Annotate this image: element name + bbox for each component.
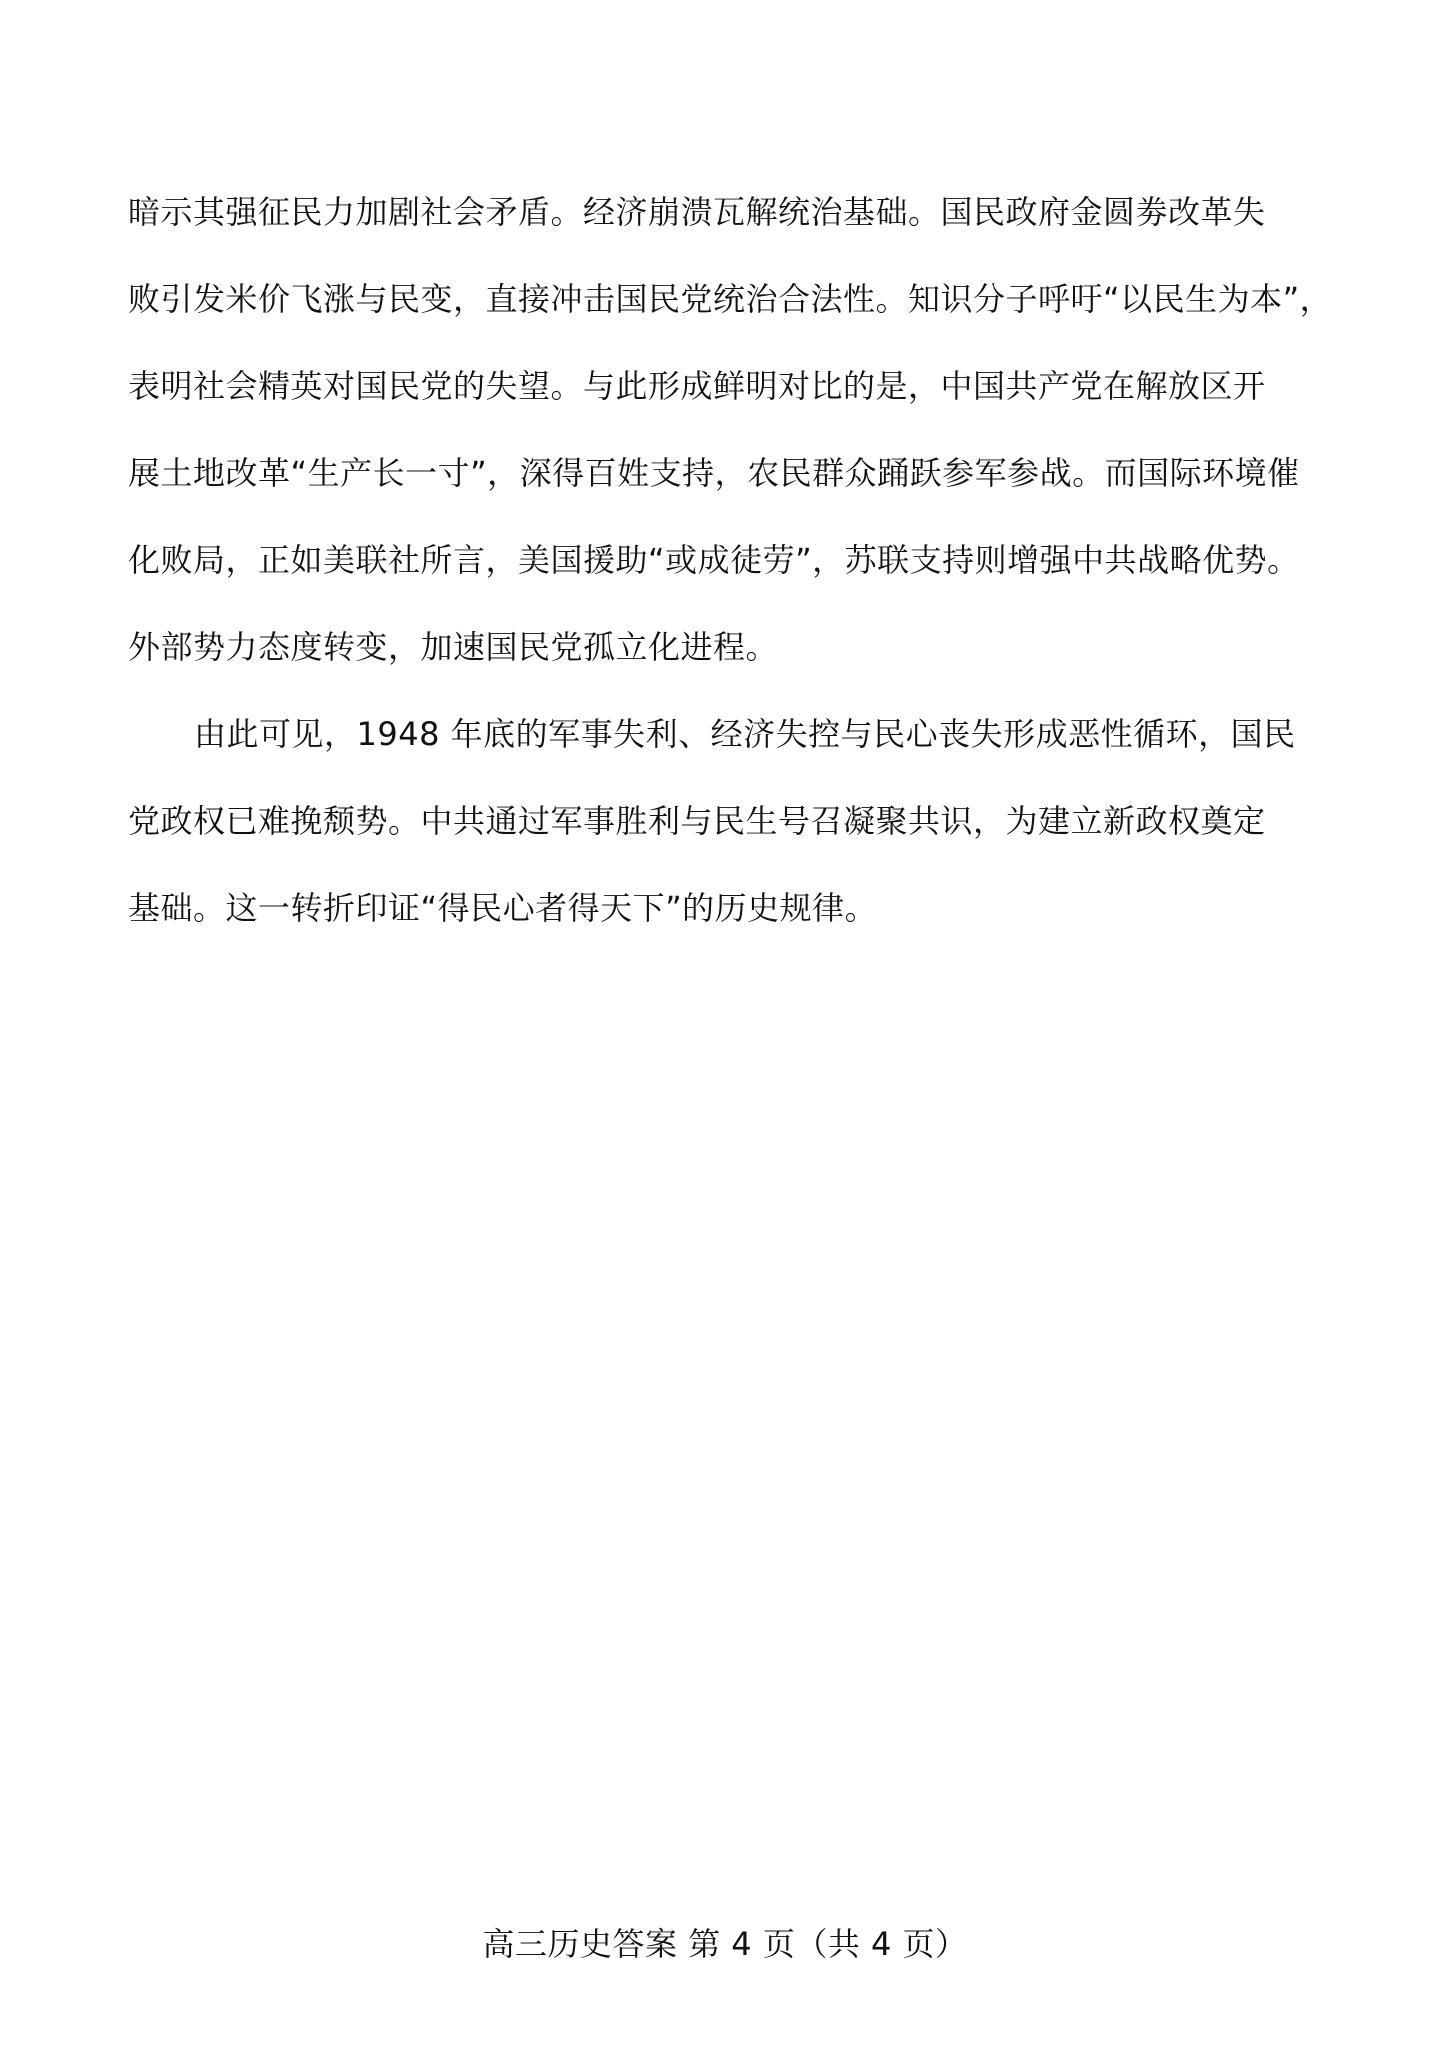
answer-body [128, 182, 1356, 965]
paragraph-start-line: 由此可见，1948 年底的军事失利、经济失控与民心丧失形成恶性循环，国民 [194, 715, 1296, 753]
text-line: 化败局，正如美联社所言，美国援助“或成徒劳”，苏联支持则增强中共战略优势。 [128, 541, 1300, 579]
text-line: 外部势力态度转变，加速国民党孤立化进程。 [128, 628, 779, 666]
text-line: 展土地改革“生产长一寸”，深得百姓支持，农民群众踊跃参军参战。而国际环境催 [128, 454, 1300, 492]
text-line: 表明社会精英对国民党的失望。与此形成鲜明对比的是，中国共产党在解放区开 [128, 367, 1266, 405]
text-line: 暗示其强征民力加剧社会矛盾。经济崩溃瓦解统治基础。国民政府金圆劵改革失 [128, 193, 1266, 231]
text-line: 基础。这一转折印证“得民心者得天下”的历史规律。 [128, 889, 878, 927]
text-line: 败引发米价飞涨与民变，直接冲击国民党统治合法性。知识分子呼吁“以民生为本”， [128, 280, 1333, 318]
text-line: 党政权已难挽颓势。中共通过军事胜利与民生号召凝聚共识，为建立新政权奠定 [128, 802, 1266, 840]
page-footer: 高三历史答案 第 4 页（共 4 页） [482, 1925, 968, 1963]
